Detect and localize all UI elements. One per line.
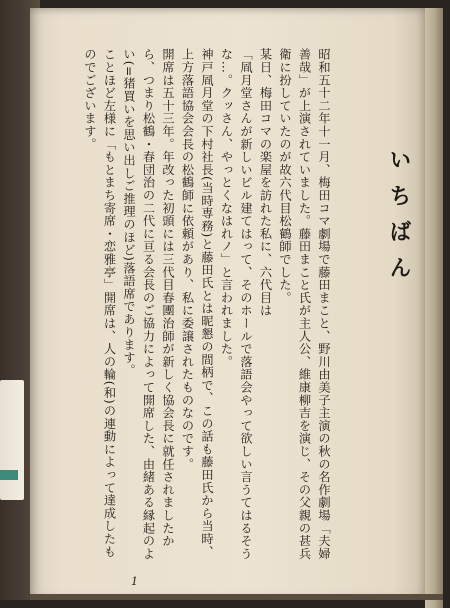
body-text <box>63 48 333 568</box>
paragraph: 神戸凮月堂の下村社長(当時専務)と藤田氏とは昵懇の間柄で、この話も藤田氏から当時、上方落語協会会長の松鶴師に依頼があり、私に委譲されたものなのです。 <box>180 48 214 558</box>
page-edge <box>425 8 443 608</box>
binder-tab-marker <box>0 470 18 480</box>
bottom-shadow <box>30 594 443 600</box>
paragraph: 某日、梅田コマの楽屋を訪れた私に、六代目は <box>258 48 273 317</box>
paragraph: ことほど左様に「もとまち寄席・恋雅亭」開席は、人の輪(和)の連動によって達成したものでございます。 <box>83 48 117 558</box>
book-page <box>30 8 425 600</box>
paragraph: 昭和五十二年十一月、梅田コマ劇場で藤田まこと、野川由美子主演の秋の名作劇場「夫婦善哉」が上演されていました。藤田まこと氏が主人公、維康柳吉を演じ、その父親の甚兵衛に扮していたのが故六代目松鶴師でした。 <box>278 48 331 560</box>
binder-tab <box>0 380 24 500</box>
paragraph: 開席は五十三年。年改った初頭には三代目春團治師が新しく協会長に就任されましたから、つまり松鶴・春団治の二代に亘る会長のご協力によって開席した、由緒ある縁起のよい(=猪買いを思い出しご推理のほど)落語席であります。 <box>122 48 175 560</box>
page-number: 1 <box>131 575 138 588</box>
paragraph: 「凮月堂さんが新しいビル建てはって、そのホールで落語会やって欲しい言うてはるそうな…。クッさん、やっとくなはれノ」と言われました。 <box>219 48 253 560</box>
page-title: いちばん <box>386 148 412 292</box>
